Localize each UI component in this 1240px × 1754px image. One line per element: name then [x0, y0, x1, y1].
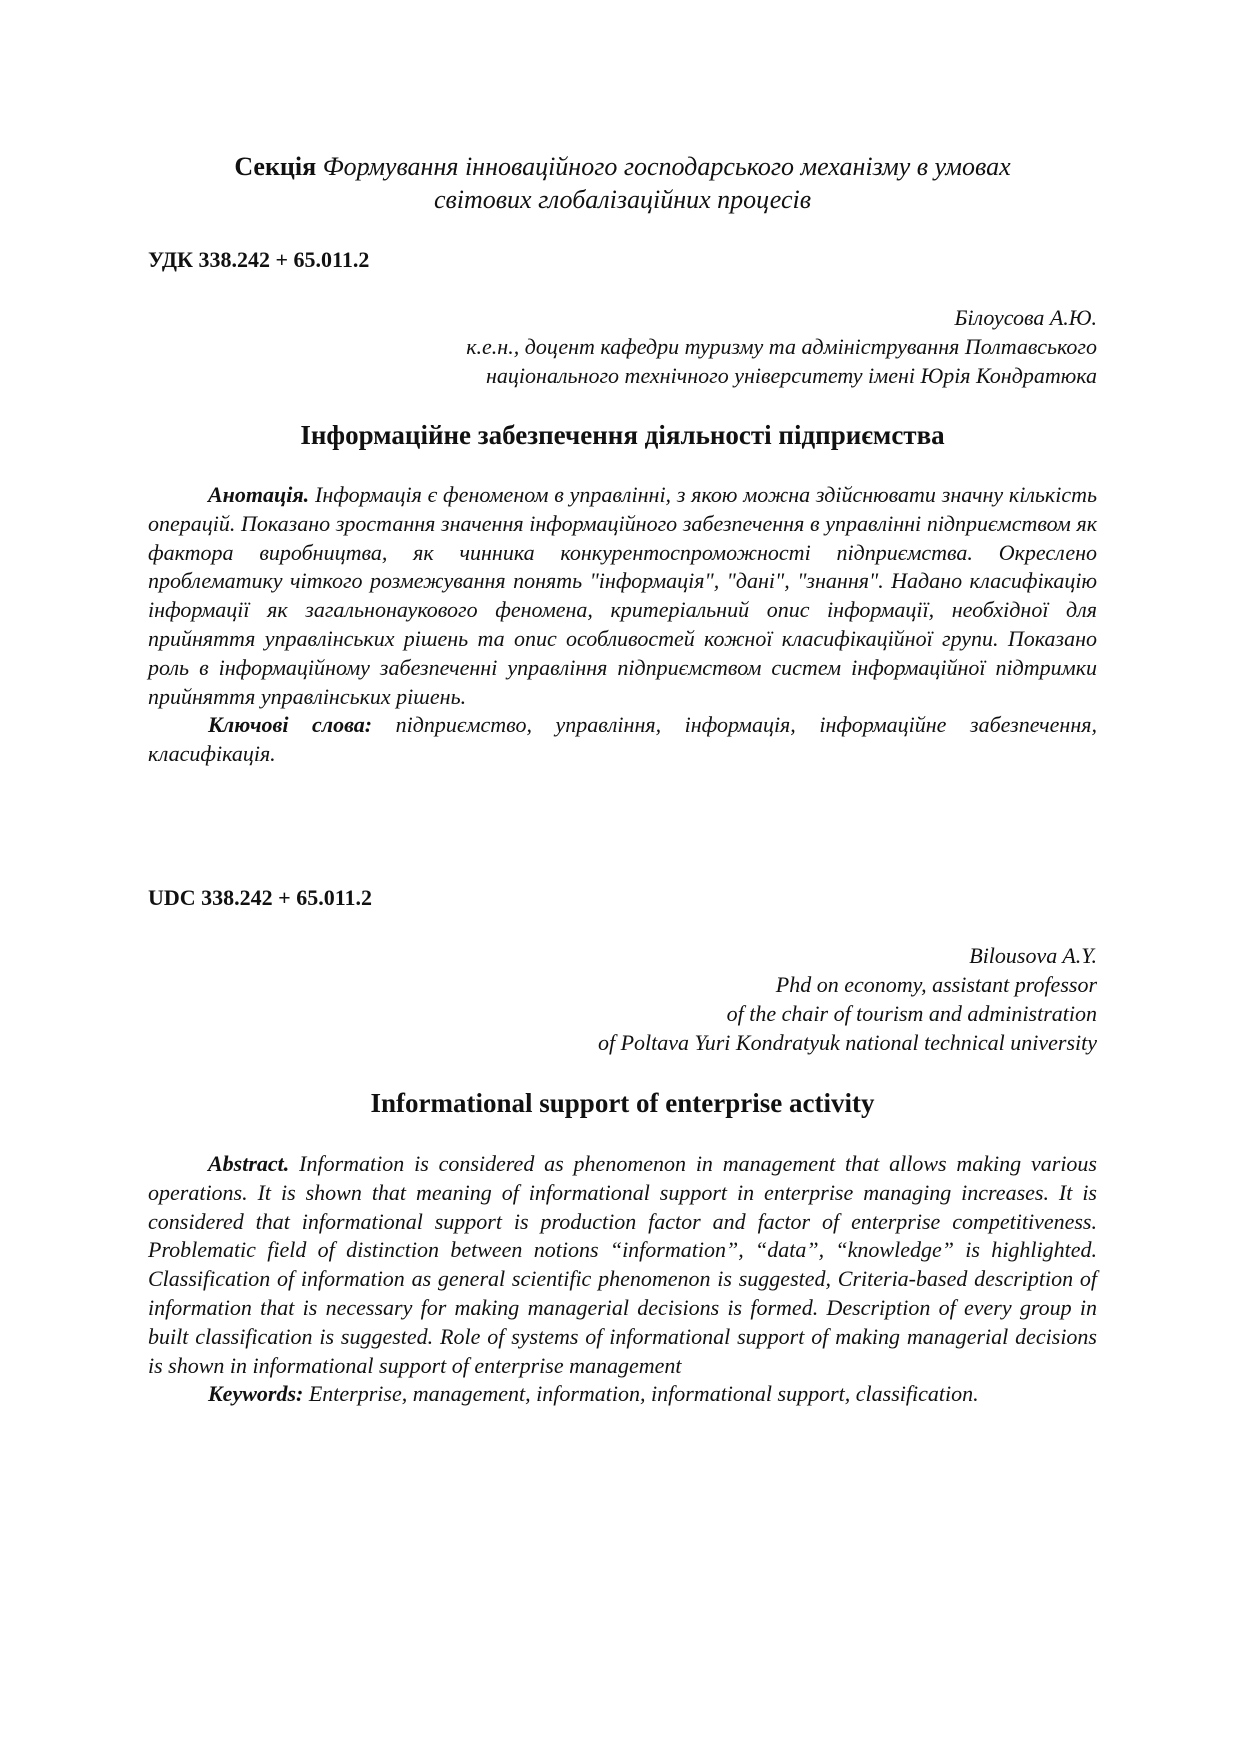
- author-name-en: Bilousova A.Y.: [969, 943, 1097, 968]
- abstract-lead-ua: Анотація.: [208, 482, 310, 507]
- section-label: Секція: [234, 152, 317, 181]
- author-affiliation-ua-2: національного технічного університету імені Юрія Кондратюка: [486, 363, 1097, 388]
- keywords-text-ua: підприємство, управління, інформація, інформаційне забезпечення, класифікація.: [148, 712, 1097, 767]
- udc-en: UDC 338.242 + 65.011.2: [148, 885, 372, 910]
- author-block-ua: [148, 303, 1097, 390]
- abstract-en: [148, 1150, 1097, 1409]
- section-name-line-2: світових глобалізаційних процесів: [433, 185, 812, 214]
- article-title-ua: Інформаційне забезпечення діяльності підприємства: [300, 420, 945, 450]
- abstract-lead-en: Abstract.: [208, 1151, 290, 1176]
- section-name-line-1: Формування інноваційного господарського механізму в умовах: [322, 152, 1011, 181]
- author-affiliation-ua-1: к.е.н., доцент кафедри туризму та адміністрування Полтавського: [466, 334, 1097, 359]
- author-line-en-3: of Poltava Yuri Kondratyuk national technical university: [597, 1030, 1097, 1055]
- abstract-paragraph-en: [148, 1150, 1097, 1380]
- keywords-lead-ua: Ключові слова:: [208, 712, 373, 738]
- keywords-text-en: Enterprise, management, information, informational support, classification.: [308, 1381, 979, 1407]
- keywords-lead-en: Keywords:: [208, 1381, 304, 1407]
- keywords-paragraph-ua: [148, 711, 1097, 769]
- author-line-en-1: Phd on economy, assistant professor: [775, 972, 1097, 997]
- section-line-1: [148, 150, 1097, 183]
- author-block-en: [148, 941, 1097, 1057]
- udc-ua: УДК 338.242 + 65.011.2: [148, 247, 370, 272]
- abstract-paragraph-ua: [148, 481, 1097, 711]
- article-title-en: Informational support of enterprise activity: [370, 1088, 875, 1118]
- abstract-text-ua: Інформація є феноменом в управлінні, з якою можна здійснювати значну кількість операцій. Показано зростання значення інформаційного забезпечення в управлінні підприємством як фактора виробництва, як чинника конкурентоспроможності підприємства. Окреслено проблематику чіткого розмежування понять "інформація", "дані", "знання". Надано класифікацію інформації як загальнонаукового феномена, критеріальний опис інформації, необхідної для прийняття управлінських рішень та опис особливостей кожної класифікаційної групи. Показано роль в інформаційному забезпеченні управління підприємством систем інформаційної підтримки прийняття управлінських рішень.: [148, 482, 1098, 709]
- author-line-en-2: of the chair of tourism and administration: [726, 1001, 1097, 1026]
- abstract-ua: [148, 481, 1097, 769]
- author-name-ua: Білоусова А.Ю.: [954, 305, 1097, 330]
- keywords-paragraph-en: [148, 1380, 1097, 1409]
- section-header: [148, 150, 1097, 216]
- abstract-text-en: Information is considered as phenomenon in management that allows making various operations. It is shown that meaning of informational support in enterprise managing increases. It is considered that informational support is production factor and factor of enterprise competitiveness. Problematic field of distinction between notions “information”, “data”, “knowledge” is highlighted. Classification of information as general scientific phenomenon is suggested, Criteria-based description of information that is necessary for making managerial decisions is formed. Description of every group in built classification is suggested. Role of systems of informational support of making managerial decisions is shown in informational support of enterprise management: [148, 1151, 1097, 1378]
